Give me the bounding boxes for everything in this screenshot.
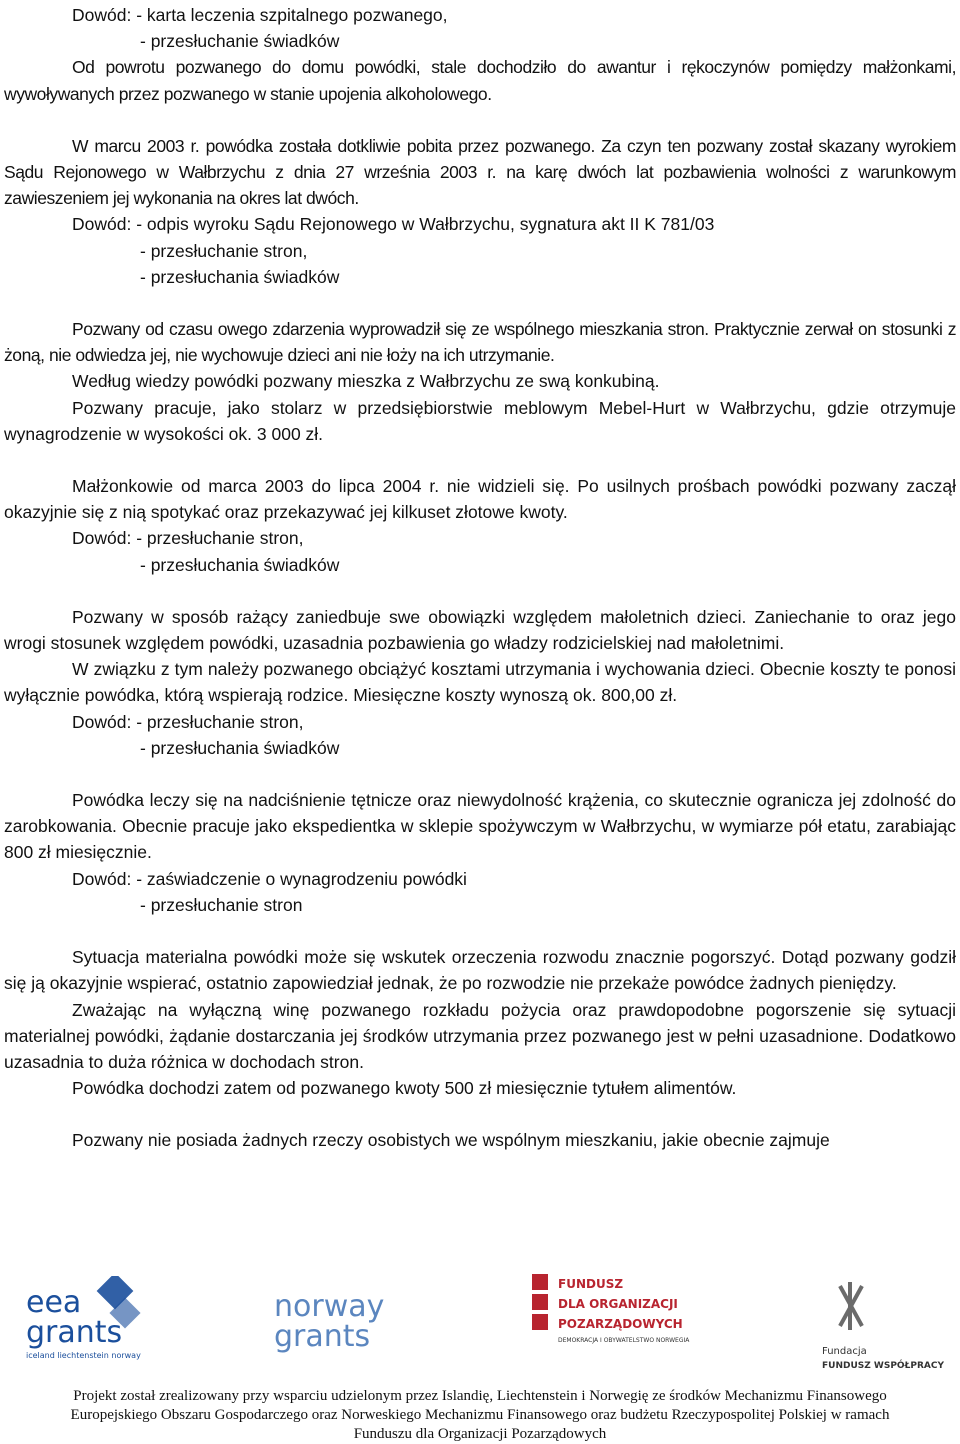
evidence-line: - przesłuchania świadków — [140, 266, 340, 287]
eea-caption: iceland liechtenstein norway — [26, 1351, 141, 1360]
eea-grants-logo-graphic — [24, 1276, 164, 1366]
paragraph: Sytuacja materialna powódki może się wskutek orzeczenia rozwodu znacznie pogorszyć. Dotąd pozwany godził się ją okazyjnie wspierać, ostatnio zapowiedział jednak, że po rozwodzie nie przekaże powódce żadnych pieniędzy. — [4, 947, 956, 994]
paragraph: W marcu 2003 r. powódka została dotkliwie pobita przez pozwanego. Za czyn ten pozwany został skazany wyrokiem Sądu Rejonowego w Wałbrzychu z dnia 27 września 2003 r. na karę dwóch lat pozbawienia wolności z warunkowym zawieszeniem jej wykonania na okres lat dwóch. — [4, 135, 956, 209]
norway-text: norway — [274, 1289, 385, 1324]
footer-logos — [0, 1270, 960, 1385]
paragraph: Małżonkowie od marca 2003 do lipca 2004 r. nie widzieli się. Po usilnych prośbach powódki pozwany zaczął okazyjnie się z nią spotykać oraz przekazywać jej kilkuset złotowe kwoty. — [4, 476, 956, 523]
fdop-line2: DLA ORGANIZACJI — [558, 1297, 678, 1311]
fws-line1: Fundacja — [822, 1346, 867, 1357]
evidence-line: - przesłuchanie świadków — [140, 31, 340, 52]
evidence-line: Dowód: - przesłuchanie stron, — [72, 528, 304, 549]
paragraph: Zważając na wyłączną winę pozwanego rozkładu pożycia oraz prawdopodobne pogorszenie się sytuacji materialnej powódki, żądanie dostarczania jej środków utrzymania przez pozwanego jest w pełni uzasadnione. Dodatkowo uzasadnia to duża różnica w dochodach stron. — [4, 999, 956, 1072]
evidence-line: Dowód: - karta leczenia szpitalnego pozwanego, — [72, 5, 448, 25]
evidence-line: Dowód: - przesłuchanie stron, — [72, 711, 304, 732]
fdop-tagline: DEMOKRACJA I OBYWATELSTWO NORWEGIA — [558, 1337, 690, 1344]
paragraph: Od powrotu pozwanego do domu powódki, stale dochodziło do awantur i rękoczynów pomiędzy małżonkami, wywoływanych przez pozwanego w stanie upojenia alkoholowego. — [4, 57, 956, 104]
norway-grants-logo — [270, 1284, 410, 1364]
norway-grants-text: grants — [274, 1319, 371, 1354]
document-body — [4, 2, 956, 1154]
fws-logo — [812, 1280, 952, 1380]
funding-line: Europejskiego Obszaru Gospodarczego oraz Norweskiego Mechanizmu Finansowego oraz budżetu Rzeczypospolitej Polskiej w ramach — [70, 1407, 890, 1423]
eea-grants-text: grants — [26, 1315, 123, 1350]
paragraph: Według wiedzy powódki pozwany mieszka z Wałbrzychu ze swą konkubiną. — [72, 371, 660, 392]
evidence-line: - przesłuchania świadków — [140, 554, 340, 575]
eea-text: eea — [26, 1285, 82, 1320]
paragraph: Pozwany nie posiada żadnych rzeczy osobistych we wspólnym mieszkaniu, jakie obecnie zajmuje — [72, 1130, 830, 1151]
evidence-line: - przesłuchanie stron — [140, 894, 303, 915]
evidence-line: Dowód: - odpis wyroku Sądu Rejonowego w Wałbrzychu, sygnatura akt II K 781/03 — [72, 214, 715, 235]
evidence-line: - przesłuchania świadków — [140, 737, 340, 758]
fdop-line3: POZARZĄDOWYCH — [558, 1317, 683, 1331]
paragraph: Powódka leczy się na nadciśnienie tętnicze oraz niewydolność krążenia, co skutecznie ogranicza jej zdolność do zarobkowania. Obecnie pracuje jako ekspedientka w sklepie spożywczym w Wałbrzychu, w wymiarze pół etatu, zarabiając 800 zł miesięcznie. — [4, 790, 956, 863]
fws-logo-graphic — [812, 1280, 952, 1380]
evidence-line: Dowód: - zaświadczenie o wynagrodzeniu powódki — [72, 868, 467, 889]
funding-line: Funduszu dla Organizacji Pozarządowych — [353, 1426, 607, 1442]
fdop-logo — [528, 1270, 708, 1352]
eea-grants-logo — [24, 1276, 164, 1366]
paragraph: W związku z tym należy pozwanego obciążyć kosztami utrzymania i wychowania dzieci. Obecnie koszty te ponosi wyłącznie powódka, którą wspierają rodzice. Miesięczne koszty wynoszą ok. 800,00 zł. — [4, 659, 956, 706]
funding-line: Projekt został zrealizowany przy wsparciu udzielonym przez Islandię, Liechtenstein i Norwegię ze środków Mechanizmu Finansowego — [73, 1388, 887, 1404]
fdop-logo-graphic — [528, 1270, 708, 1352]
paragraph: Pozwany pracuje, jako stolarz w przedsiębiorstwie meblowym Mebel-Hurt w Wałbrzychu, gdzie otrzymuje wynagrodzenie w wysokości ok. 3 000 zł. — [4, 397, 956, 444]
paragraph: Powódka dochodzi zatem od pozwanego kwoty 500 zł miesięcznie tytułem alimentów. — [72, 1078, 737, 1099]
paragraph: Pozwany od czasu owego zdarzenia wyprowadził się ze wspólnego mieszkania stron. Praktycznie zerwał on stosunki z żoną, nie odwiedza jej, nie wychowuje dzieci ani nie łoży na ich utrzymanie. — [4, 319, 956, 366]
evidence-line: - przesłuchanie stron, — [140, 240, 308, 261]
fdop-line1: FUNDUSZ — [558, 1277, 624, 1291]
funding-notice — [0, 1387, 960, 1444]
fws-line2: FUNDUSZ WSPÓŁPRACY — [822, 1361, 944, 1371]
paragraph: Pozwany w sposób rażący zaniedbuje swe obowiązki względem małoletnich dzieci. Zaniechanie to oraz jego wrogi stosunek względem powódki, uzasadnia pozbawienia go władzy rodzicielskiej nad małoletnimi. — [4, 606, 956, 654]
norway-grants-logo-graphic — [270, 1284, 410, 1364]
